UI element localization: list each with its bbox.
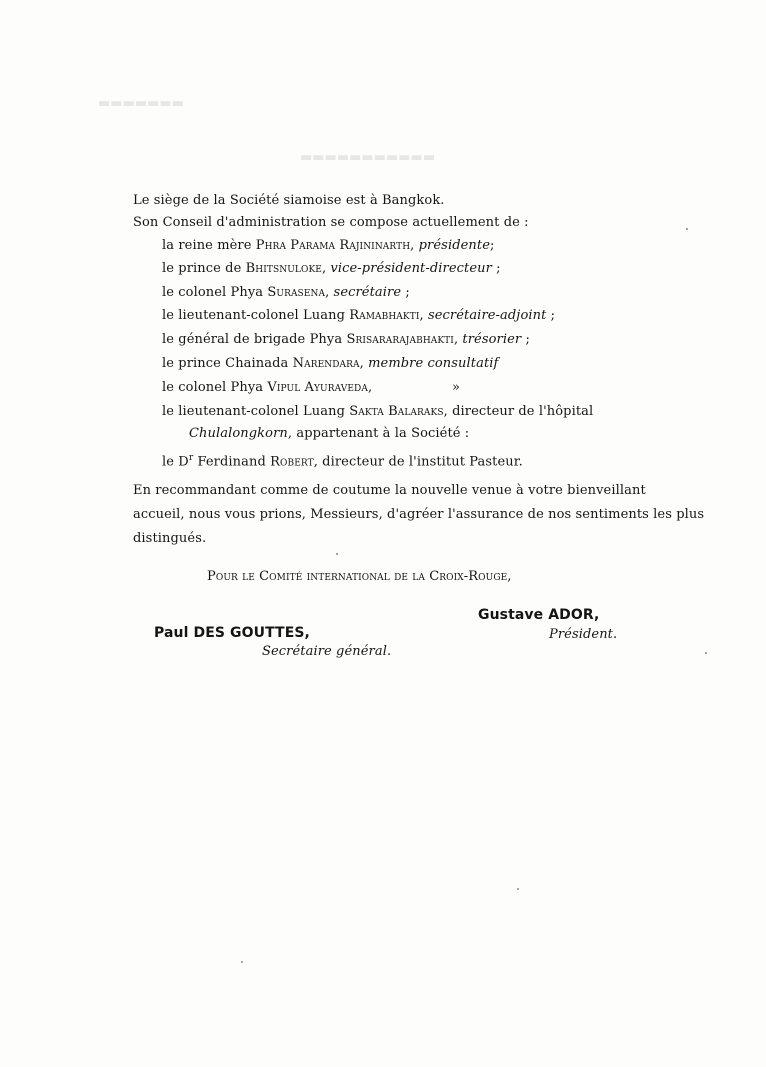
closing-line: accueil, nous vous prions, Messieurs, d'agréer l'assurance de nos sentiments les plus: [133, 507, 705, 522]
seat-line: Le siège de la Société siamoise est à Bangkok.: [133, 193, 445, 208]
member-line: le $D^r$ Ferdinand Robert, directeur de l'institut Pasteur.: [162, 453, 523, 470]
member-line-continued: Chulalongkorn, appartenant à la Société :: [189, 426, 470, 441]
member-line: le colonel Phya Vipul Ayuraveda,: [162, 380, 373, 395]
president-name: Gustave ADOR,: [478, 607, 600, 623]
scan-speck: [705, 652, 707, 654]
member-line: le prince de Bhitsnuloke, vice-président-directeur ;: [162, 261, 501, 276]
show-through: ▬▬▬▬▬▬▬▬▬▬▬: [300, 150, 436, 165]
closing-line: En recommandant comme de coutume la nouvelle venue à votre bienveillant: [133, 483, 646, 498]
scan-speck: [517, 888, 519, 890]
member-line: le colonel Phya Surasena, secrétaire ;: [162, 285, 410, 300]
committee-line: Pour le Comité international de la Croix-Rouge,: [207, 569, 512, 584]
secretary-title: Secrétaire général.: [262, 644, 392, 659]
scan-speck: [336, 553, 338, 555]
president-title: Président.: [549, 627, 618, 642]
scan-speck: [686, 228, 688, 230]
closing-line: distingués.: [133, 531, 207, 546]
ditto-mark: »: [452, 380, 461, 395]
show-through: ▬▬▬▬▬▬▬: [98, 96, 184, 111]
council-line: Son Conseil d'administration se compose actuellement de :: [133, 215, 529, 230]
member-line: la reine mère Phra Parama Rajininarth, présidente;: [162, 238, 495, 253]
member-line: le général de brigade Phya Srisararajabhakti, trésorier ;: [162, 332, 530, 347]
member-line: le lieutenant-colonel Luang Ramabhakti, secrétaire-adjoint ;: [162, 308, 556, 323]
scan-speck: [241, 961, 243, 963]
member-line: le prince Chainada Narendara, membre consultatif: [162, 356, 499, 371]
secretary-name: Paul DES GOUTTES,: [154, 625, 310, 641]
member-line: le lieutenant-colonel Luang Sakta Balaraks, directeur de l'hôpital: [162, 404, 594, 419]
